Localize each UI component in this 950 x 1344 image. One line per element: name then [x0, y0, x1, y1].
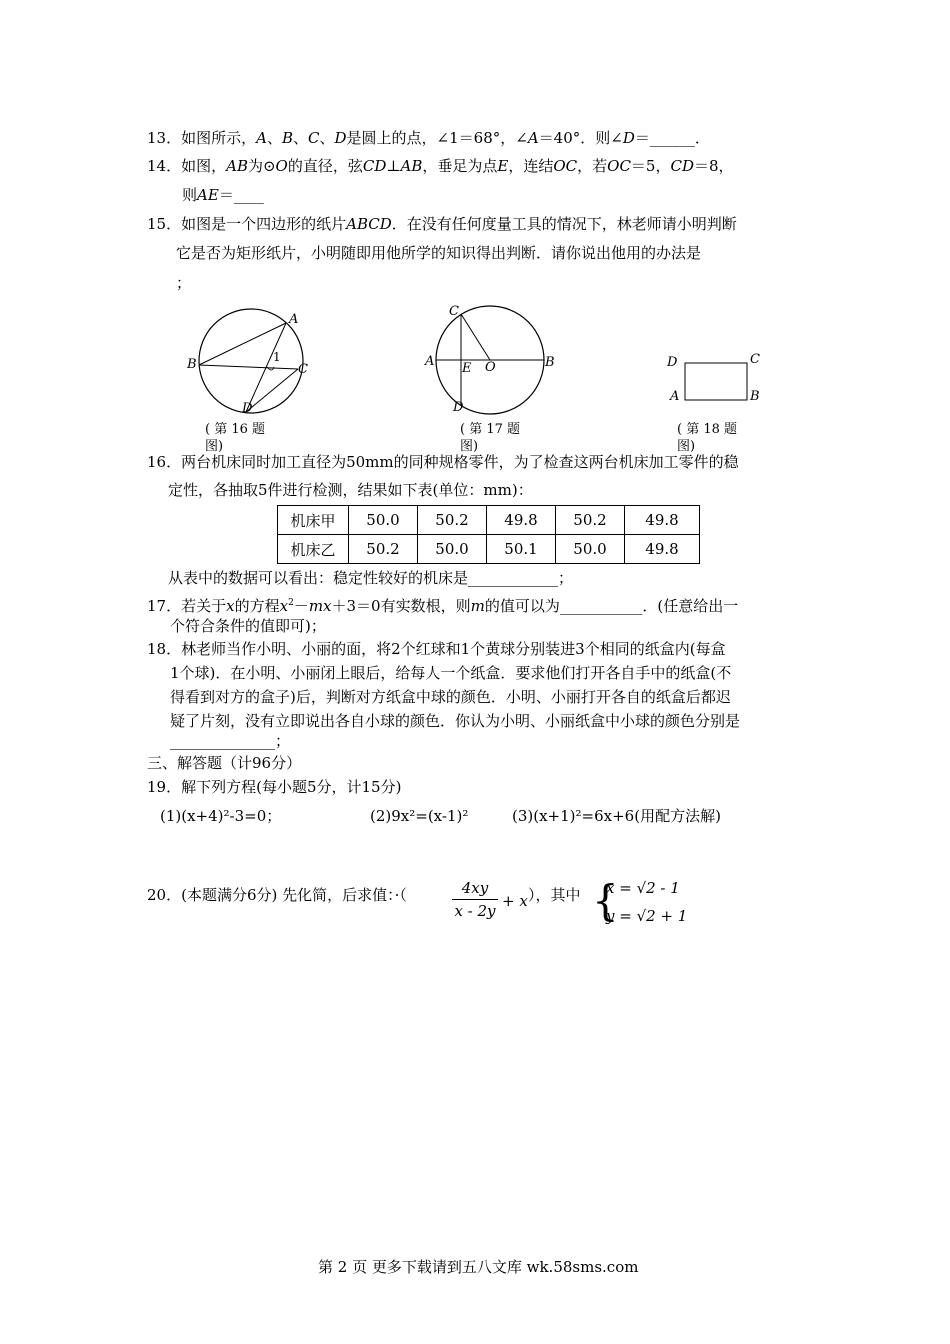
- fig17-label-A: A: [425, 354, 435, 369]
- q20-numerator: 4xy: [461, 879, 489, 897]
- fig17-label-D: D: [453, 400, 464, 415]
- fig16-line-BC: [199, 365, 298, 369]
- fig17-label-C: C: [449, 304, 459, 319]
- question-18: 18．林老师当作小明、小丽的面，将2个红球和1个黄球分别装进3个相同的纸盒内(每盒: [147, 640, 726, 658]
- answer-blank[interactable]: ___________: [559, 597, 643, 615]
- figure-17: [420, 300, 565, 425]
- question-19-part-2: (2)9x²=(x-1)²: [370, 807, 469, 825]
- question-13: 13．如图所示，A、B、C、D是圆上的点，∠1＝68°，∠A＝40°．则∠D＝______．: [147, 129, 710, 147]
- q20-fraction: [450, 878, 500, 921]
- fig16-label-B: B: [187, 357, 197, 372]
- answer-blank[interactable]: ____: [233, 186, 264, 204]
- fig17-radius-OC: [461, 314, 490, 360]
- table-row: [278, 535, 700, 564]
- table-cell: 49.8: [625, 535, 700, 564]
- fig18-label-A: A: [670, 389, 680, 404]
- table-cell: 50.0: [418, 535, 487, 564]
- question-19-part-1: (1)(x+4)²-3=0；: [160, 807, 282, 825]
- section-3-title: 三、解答题（计96分）: [147, 754, 302, 772]
- q20-brace: {: [592, 876, 619, 925]
- table-row: [278, 506, 700, 535]
- question-15-line-2: 它是否为矩形纸片，小明随即用他所学的知识得出判断．请你说出他用的办法是: [176, 244, 702, 262]
- question-14: 14．如图，AB为⊙O的直径，弦CD⊥AB，垂足为点E，连结OC，若OC＝5，CD＝8，: [147, 157, 734, 175]
- question-15: 15．如图是一个四边形的纸片ABCD．在没有任何度量工具的情况下，林老师请小明判断: [147, 215, 737, 233]
- table-cell: 49.8: [487, 506, 556, 535]
- fig16-circle: [199, 309, 303, 413]
- table-cell: 50.0: [349, 506, 418, 535]
- question-17: 17．若关于x的方程$x^2-mx+3=0$有实数根，则m的值可以为___________．(任意给出一: [147, 597, 739, 615]
- fig18-label-C: C: [750, 352, 760, 367]
- q20-fraction-bar: [452, 899, 498, 900]
- q20-close: ），其中: [528, 886, 581, 904]
- table-cell: 50.2: [556, 506, 625, 535]
- fig16-label-angle: 1: [273, 350, 281, 364]
- question-15-line-3: ；: [176, 274, 192, 292]
- page-footer: 第 2 页 更多下载请到五八文库 wk.58sms.com: [318, 1258, 639, 1276]
- fig16-label-A: A: [289, 312, 299, 327]
- answer-blank[interactable]: ______________: [170, 732, 275, 750]
- fig17-label-B: B: [545, 355, 555, 370]
- question-18-line-4: 疑了片刻，没有立即说出各自小球的颜色．你认为小明、小丽纸盒中小球的颜色分别是: [170, 712, 741, 730]
- table-cell: 50.2: [349, 535, 418, 564]
- answer-blank[interactable]: ______: [649, 129, 695, 147]
- fig18-label-B: B: [750, 389, 760, 404]
- table-cell: 50.0: [556, 535, 625, 564]
- question-18-line-5: ______________；: [170, 732, 291, 750]
- q20-condition-x: x = √2 - 1: [606, 879, 680, 897]
- fig16-line-CD: [246, 369, 298, 412]
- fig18-label-D: D: [667, 355, 678, 370]
- fig16-label-D: D: [242, 401, 253, 416]
- fig17-label-E: E: [462, 361, 472, 376]
- question-16-conclusion: 从表中的数据可以看出：稳定性较好的机床是____________；: [168, 569, 574, 587]
- figure-16: [180, 305, 320, 420]
- q20-denominator: x - 2y: [454, 902, 496, 920]
- fig16-caption: ( 第 16 题 图): [205, 422, 266, 454]
- question-19: 19．解下列方程(每小题5分，计15分): [147, 778, 402, 796]
- answer-blank[interactable]: ____________: [468, 569, 559, 587]
- table-cell: 50.1: [487, 535, 556, 564]
- question-18-line-2: 1个球)．在小明、小丽闭上眼后，给每人一个纸盒．要求他们打开各自手中的纸盒(不: [170, 664, 732, 682]
- fig17-caption: ( 第 17 题 图): [460, 422, 521, 454]
- question-14-line-2: 则AE＝____: [182, 186, 264, 204]
- table-cell: 机床甲: [278, 506, 349, 535]
- table-cell: 50.2: [418, 506, 487, 535]
- fig18-quadrilateral: [685, 363, 747, 400]
- q20-condition-y: y = √2 + 1: [606, 907, 688, 925]
- question-19-part-3: (3)(x+1)²=6x+6(用配方法解): [512, 807, 721, 825]
- figure-18: [660, 345, 770, 410]
- fig18-caption: ( 第 18 题 图): [677, 422, 738, 454]
- question-16-line-2: 定性，各抽取5件进行检测，结果如下表(单位：mm)：: [168, 481, 533, 499]
- question-16: 16．两台机床同时加工直径为50mm的同种规格零件，为了检查这两台机床加工零件的稳: [147, 453, 739, 471]
- question-18-line-3: 得看到对方的盒子)后，判断对方纸盒中球的颜色．小明、小丽打开各自的纸盒后都迟: [170, 688, 731, 706]
- q20-plus-x: + x: [502, 892, 528, 910]
- table-cell: 49.8: [625, 506, 700, 535]
- table-cell: 机床乙: [278, 535, 349, 564]
- machine-data-table: [277, 505, 700, 564]
- fig17-label-O: O: [485, 360, 496, 375]
- question-20: 20．(本题满分6分) 先化简，后求值：·（: [147, 886, 407, 904]
- question-17-line-2: 个符合条件的值即可)；: [170, 617, 326, 635]
- fig16-label-C: C: [298, 362, 308, 377]
